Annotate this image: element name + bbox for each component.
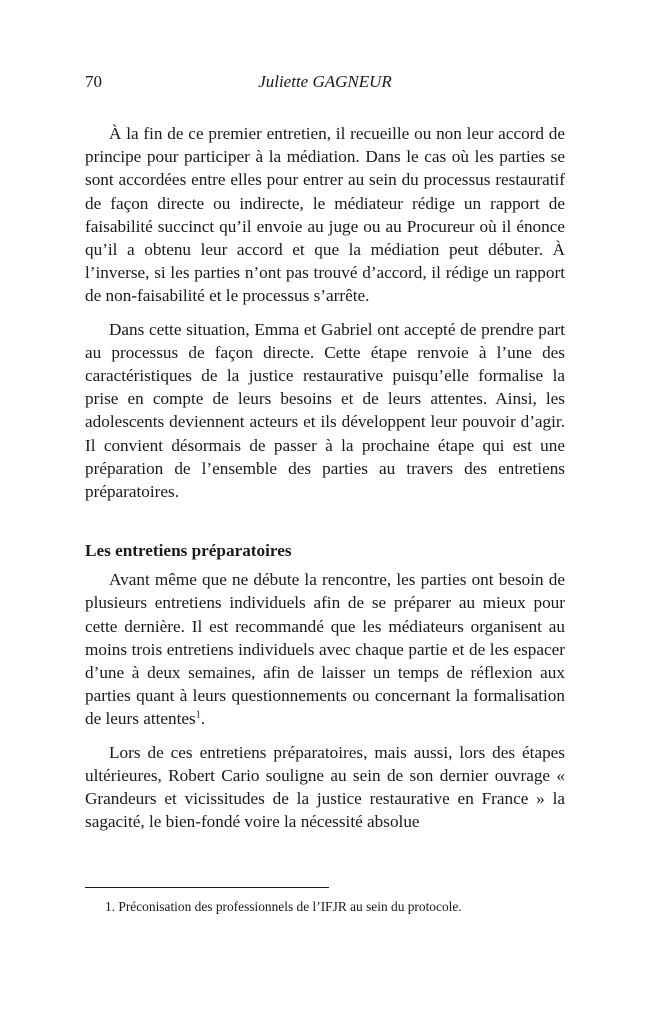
footnote-reference[interactable]: 1 [195,709,201,721]
section-heading: Les entretiens préparatoires [85,541,292,561]
paragraph-end: . [200,709,206,729]
page-header [85,72,565,96]
running-head: Juliette GAGNEUR [258,72,392,91]
footnote-divider [85,887,329,888]
footnote: 1. Préconisation des professionnels de l’IFJR au sein du protocole. [105,899,462,914]
paragraph [85,568,565,730]
paragraph: À la fin de ce premier entretien, il recueille ou non leur accord de principe pour participer à la médiation. Dans le cas où les parties se sont accordées entre elles pour entrer au sein du processus restauratif de façon directe ou indirecte, le médiateur rédige un rapport de faisabilité succinct qu’il envoie au juge ou au Procureur où il énonce qu’il a obtenu leur accord et que la médiation peut débuter. À l’inverse, si les parties n’ont pas trouvé d’accord, il rédige un rapport de non-faisabilité et le processus s’arrête. [85,124,565,306]
paragraph: Lors de ces entretiens préparatoires, mais aussi, lors des étapes ultérieures, Robert Cario souligne au sein de son dernier ouvrage « Grandeurs et vicissitudes de la justice restaurative en France » la sagacité, le bien-fondé voire la nécessité absolue [85,742,565,832]
document-page [85,0,565,1035]
page-number: 70 [85,72,102,91]
body-text [85,122,565,843]
paragraph: Dans cette situation, Emma et Gabriel ont accepté de prendre part au processus de façon directe. Cette étape renvoie à l’une des caractéristiques de la justice restaurative puisqu’elle formalise la prise en compte de leurs besoins et de leurs attentes. Ainsi, les adolescents deviennent acteurs et ils développent leur pouvoir d’agir. Il convient désormais de passer à la prochaine étape qui est une préparation de l’ensemble des parties au travers des entretiens préparatoires. [85,319,565,502]
paragraph-text: Avant même que ne débute la rencontre, les parties ont besoin de plusieurs entretiens individuels afin de se préparer au mieux pour cette dernière. Il est recommandé que les médiateurs organisent au moins trois entretiens individuels avec chaque partie et de les espacer d’une à deux semaines, afin de laisser un temps de réflexion aux parties quant à leurs questionnements ou concernant la formalisation de leurs attentes [85,570,565,729]
